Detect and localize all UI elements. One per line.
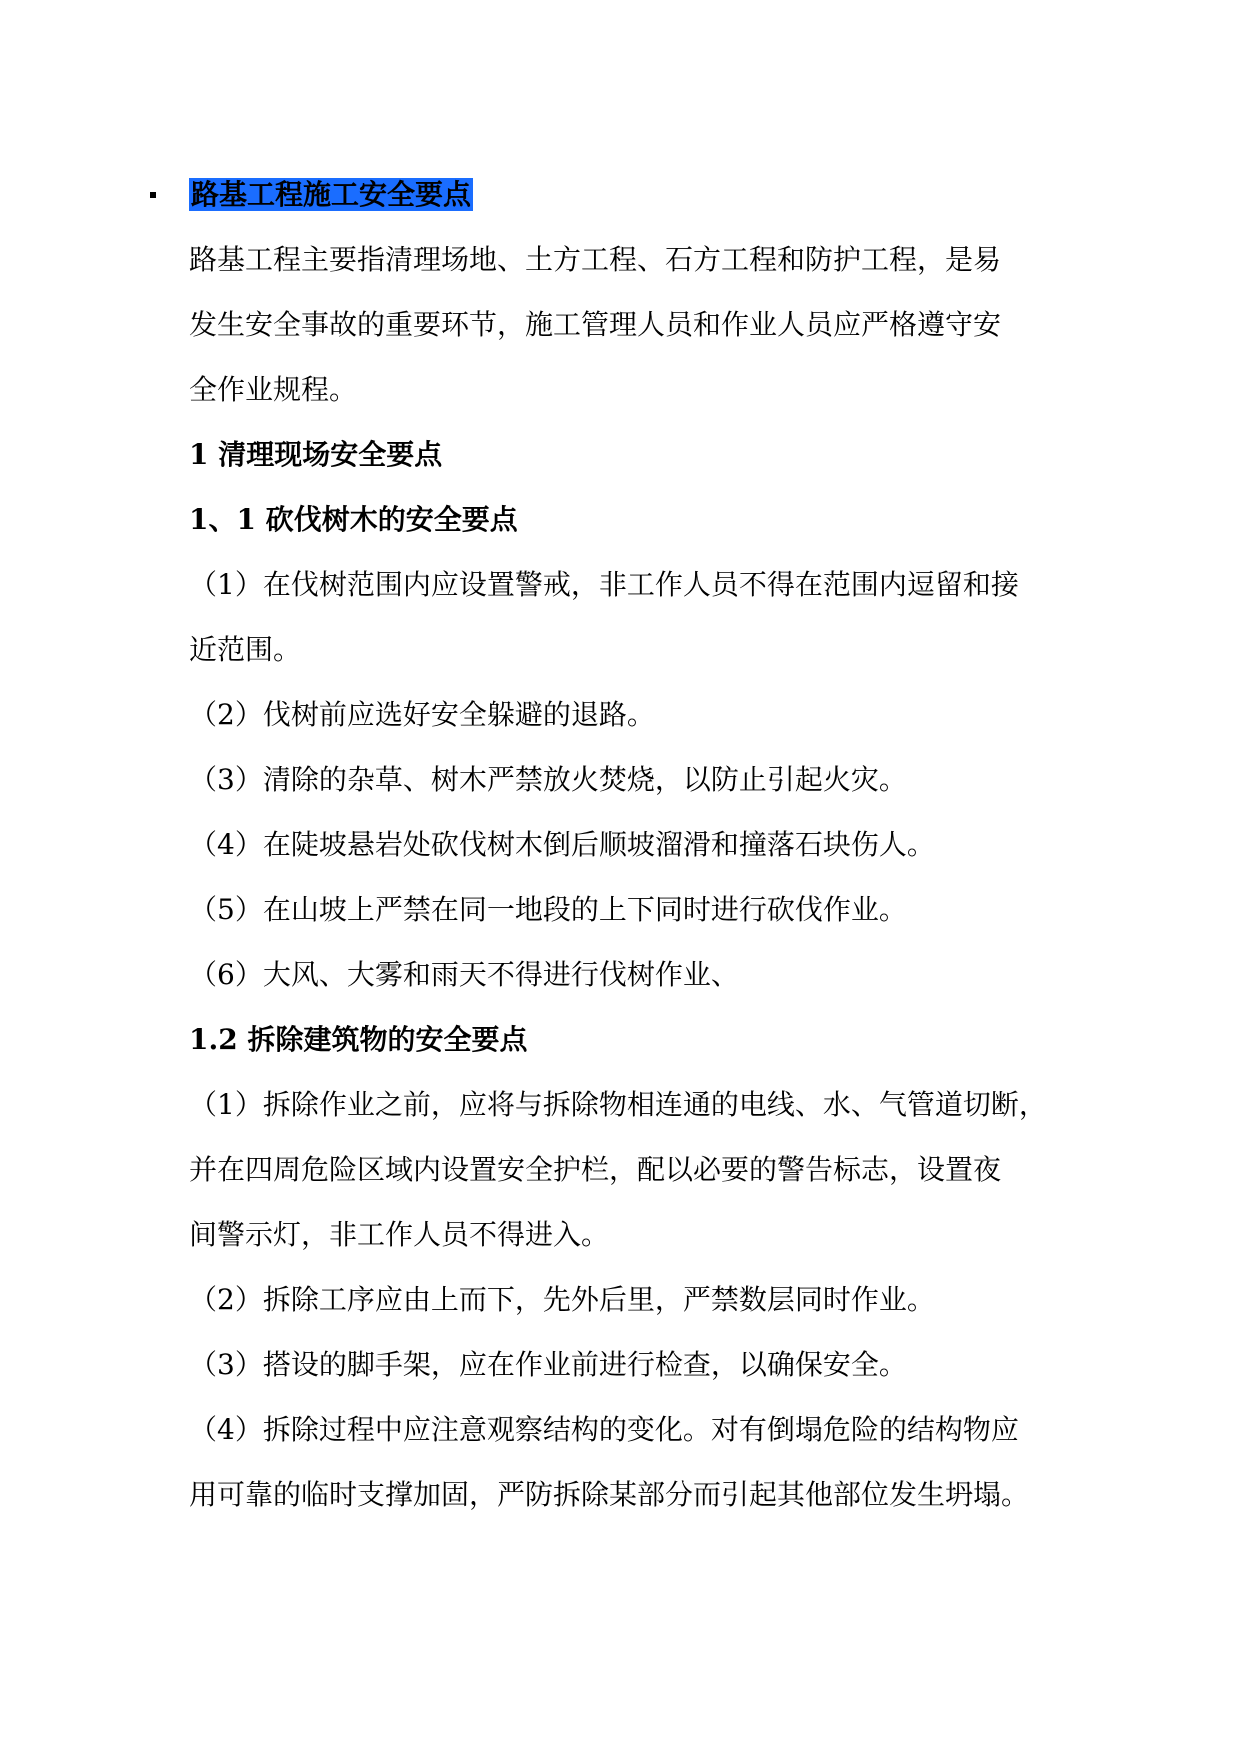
subsection-1-1-line: （3）清除的杂草、树木严禁放火焚烧，以防止引起火灾。 [189,763,907,796]
subsection-1-1-line: （2）伐树前应选好安全躲避的退路。 [189,698,655,731]
subsection-1-2-line: 并在四周危险区域内设置安全护栏，配以必要的警告标志，设置夜 [189,1153,1002,1186]
main-heading [189,175,473,215]
subsection-1-1-line: （1）在伐树范围内应设置警戒，非工作人员不得在范围内逗留和接 [189,568,1019,601]
subsection-1-2-line: （4）拆除过程中应注意观察结构的变化。对有倒塌危险的结构物应 [189,1413,1019,1446]
intro-line-3: 全作业规程。 [189,373,358,406]
intro-line-1: 路基工程主要指清理场地、土方工程、石方工程和防护工程，是易 [189,243,1002,276]
subsection-1-2-line: 间警示灯，非工作人员不得进入。 [189,1218,610,1251]
subsection-1-2-line: 用可靠的临时支撑加固，严防拆除某部分而引起其他部位发生坍塌。 [189,1478,1030,1511]
subsection-1-1-line: （5）在山坡上严禁在同一地段的上下同时进行砍伐作业。 [189,893,907,926]
subsection-1-2-title: 1.2 拆除建筑物的安全要点 [189,1023,528,1056]
bullet-icon [150,192,156,198]
subsection-1-1-line: 近范围。 [189,633,302,666]
subsection-1-2-line: （2）拆除工序应由上而下，先外后里，严禁数层同时作业。 [189,1283,935,1316]
main-heading-highlight: 路基工程施工安全要点 [191,178,472,211]
intro-line-2: 发生安全事故的重要环节，施工管理人员和作业人员应严格遵守安 [189,308,1002,341]
subsection-1-1-line: （6）大风、大雾和雨天不得进行伐树作业、 [189,958,739,991]
section-1-title: 1 清理现场安全要点 [189,438,443,471]
subsection-1-2-line: （3）搭设的脚手架，应在作业前进行检查，以确保安全。 [189,1348,907,1381]
subsection-1-1-line: （4）在陡坡悬岩处砍伐树木倒后顺坡溜滑和撞落石块伤人。 [189,828,935,861]
subsection-1-2-line: （1）拆除作业之前，应将与拆除物相连通的电线、水、气管道切断， [189,1088,1047,1121]
subsection-1-1-title: 1、1 砍伐树木的安全要点 [189,503,518,536]
